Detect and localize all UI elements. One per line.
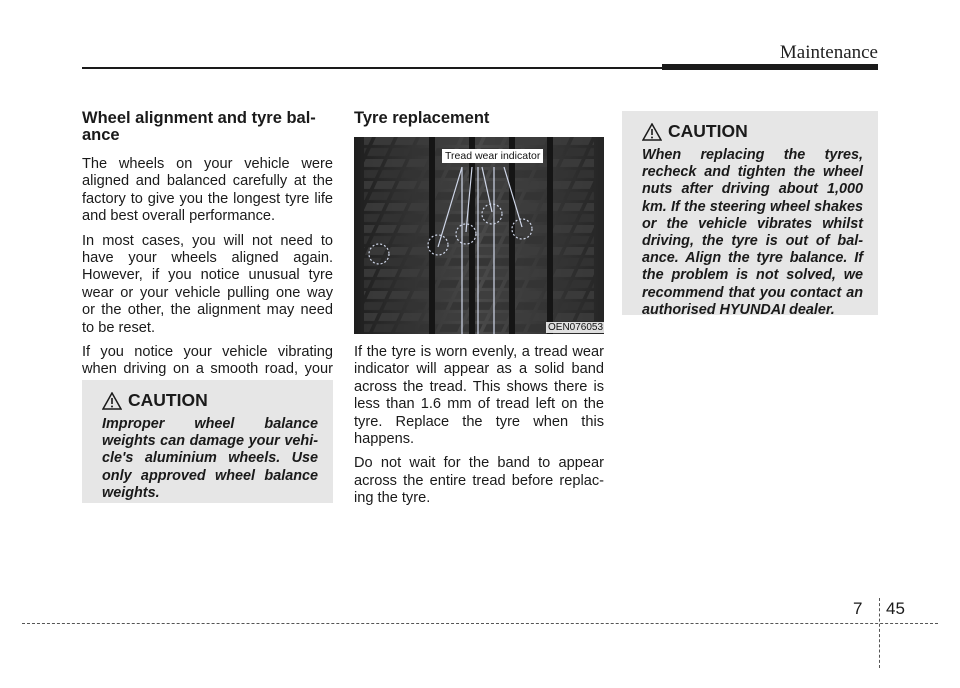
paragraph: The wheels on your vehicle were aligned and balanced carefully at the factory to give you the longest tyre life and best overall performance. (82, 156, 333, 225)
caution-box-right (622, 111, 878, 318)
caution-text: When replacing the tyres, recheck and tighten the wheel nuts after driving about 1,000 km. If the steering wheel shakes or the vehicle vibrates whilst driving, the tyre is out of bal-ance. Align the tyre balance. If the problem is not solved, we recommend that you contact an authorised HYUNDAI dealer. (642, 147, 863, 318)
paragraph: In most cases, you will not need to have your wheels aligned again. However, if you notice unusual tyre wear or your vehicle pulling one way or the other, the alignment may need to be reset. (82, 232, 333, 336)
tyre-replacement-text (354, 344, 604, 508)
paragraph: Do not wait for the band to appear across the entire tread before replac-ing the tyre. (354, 455, 604, 507)
caution-text: Improper wheel balance weights can damage your vehi-cle's aluminium wheels. Use only approved wheel balance weights. (102, 416, 318, 501)
header-rule (82, 67, 662, 69)
section-title: Maintenance (779, 42, 878, 63)
chapter-number: 7 (853, 599, 863, 618)
caution-title: CAUTION (128, 390, 208, 410)
tyre-replacement-heading: Tyre replacement (354, 109, 490, 127)
page-number: 45 (886, 599, 905, 618)
footer-divider (879, 598, 880, 668)
figure-code: OEN076053 (548, 322, 604, 333)
tyre-tread-figure (354, 137, 604, 334)
wheel-alignment-section (82, 110, 333, 396)
warning-triangle-icon (102, 392, 122, 410)
paragraph: If you notice your vehicle vibrating when driving on a smooth road, your (82, 344, 333, 378)
caution-title: CAUTION (668, 121, 748, 141)
header-rule-bar (662, 64, 878, 70)
footer-rule (22, 623, 938, 624)
tyre-tread-illustration (354, 137, 604, 334)
wheel-alignment-heading: Wheel alignment and tyre bal- ance (82, 109, 316, 144)
paragraph: If the tyre is worn evenly, a tread wear indicator will appear as a solid band across the tread. This shows there is less than 1.6 mm of tread left on the tyre. Replace the tyre when this happens. (354, 344, 604, 448)
figure-label: Tread wear indicator (442, 149, 543, 163)
tyre-replacement-section (354, 110, 604, 127)
caution-box-left (82, 380, 333, 503)
warning-triangle-icon (642, 123, 662, 141)
